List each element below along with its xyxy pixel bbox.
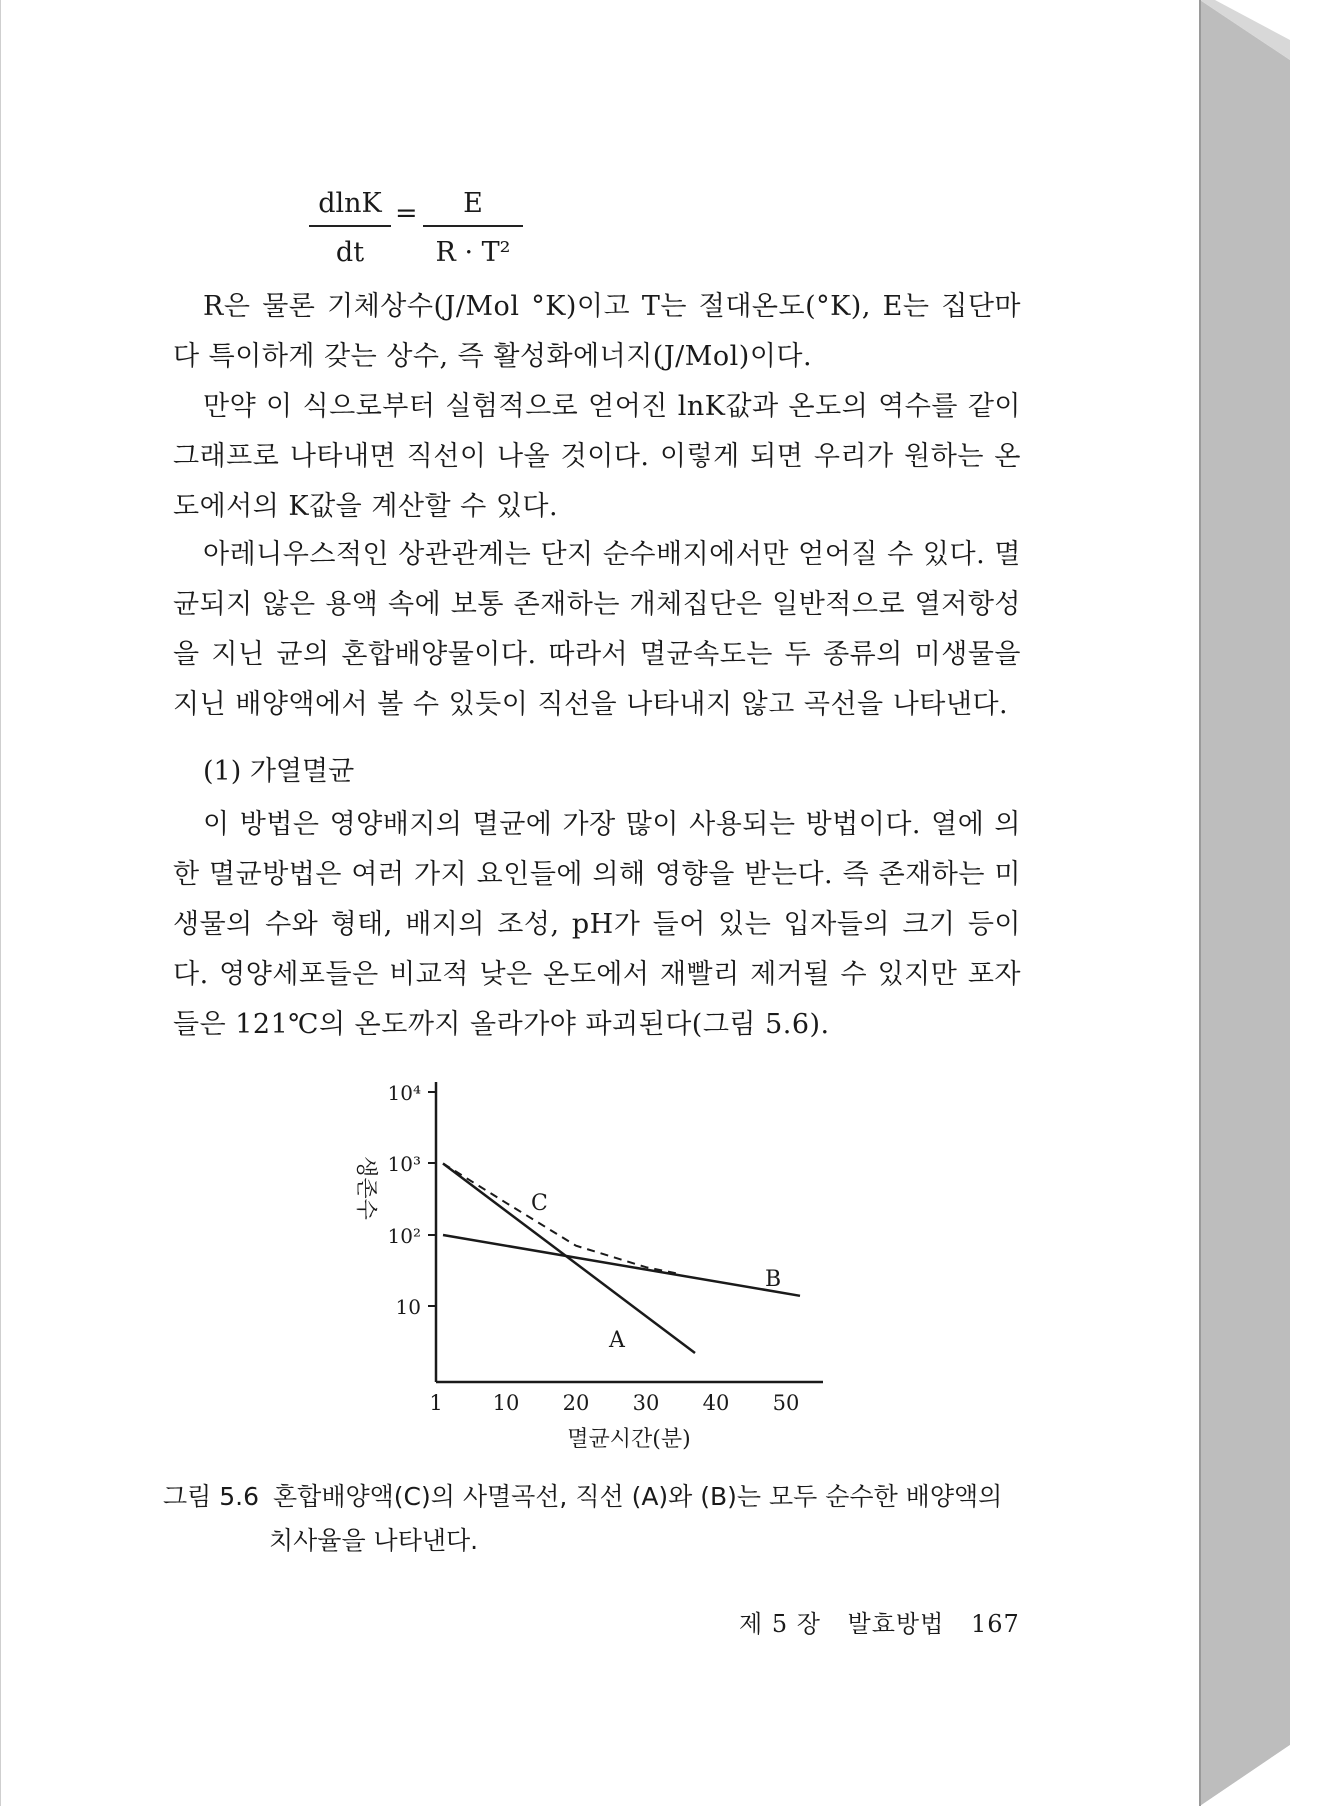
figure-caption [163,1475,1023,1563]
formula-rhs-fraction [423,188,523,268]
paragraph-lnk-graph: 만약 이 식으로부터 실험적으로 얻어진 lnK값과 온도의 역수를 같이 그래프로 나타내면 직선이 나올 것이다. 이렇게 되면 우리가 원하는 온도에서의 K값을 계산할 수 있다. [173,391,1021,522]
formula-equals: = [395,198,418,229]
book-bottom-edge [1200,1745,1290,1806]
y-tick-label: 10 [395,1295,421,1319]
series-line-a [443,1164,695,1354]
footer-chapter: 제 5 장 [739,1610,821,1638]
y-tick-label: 10² [387,1224,421,1248]
figure-caption-line-2: 치사율을 나타낸다. [269,1526,479,1555]
y-ticks [388,1081,436,1319]
footer-title: 발효방법 [847,1610,945,1638]
series-line-c [443,1164,681,1275]
formula-lhs-fraction [309,188,391,268]
series-line-b [443,1235,800,1296]
section-heading: (1) 가열멸균 [203,756,355,787]
series-label-b: B [765,1267,782,1292]
x-axis-label: 멸균시간(분) [567,1427,691,1450]
survival-chart [341,1070,841,1450]
book-top-edge [1200,0,1290,60]
page-number: 167 [970,1610,1020,1638]
paragraph-arrhenius: 아레니우스적인 상관관계는 단지 순수배지에서만 얻어질 수 있다. 멸균되지 않은 용액 속에 보통 존재하는 개체집단은 일반적으로 열저항성을 지닌 균의 혼합배양물이다. 따라서 멸균속도는 두 종류의 미생물을 지닌 배양액에서 볼 수 있듯이 직선을 나타내지 않고 곡선을 나타낸다. [173,539,1021,720]
paragraph-constants: R은 물론 기체상수(J/Mol °K)이고 T는 절대온도(°K), E는 집단마다 특이하게 갖는 상수, 즉 활성화에너지(J/Mol)이다. [173,291,1021,372]
y-axis-label: 생존수 [353,1156,378,1220]
x-tick-label: 50 [772,1391,800,1415]
x-tick-label: 40 [702,1391,730,1415]
paragraph-heat-sterilization: 이 방법은 영양배지의 멸균에 가장 많이 사용되는 방법이다. 열에 의한 멸균방법은 여러 가지 요인들에 의해 영향을 받는다. 즉 존재하는 미생물의 수와 형태, 배지의 조성, pH가 들어 있는 입자들의 크기 등이다. 영양세포들은 비교적 낮은 온도에서 재빨리 제거될 수 있지만 포자들은 121℃의 온도까지 올라가야 파괴된다(그림 5.6). [173,809,1021,1040]
series-label-a: A [609,1328,625,1353]
book-side-face [1200,0,1290,1806]
y-tick-label: 10⁴ [387,1081,421,1105]
x-tick-label: 1 [429,1391,443,1415]
x-ticks [429,1391,799,1415]
formula-rhs-denominator: R · T² [435,237,511,268]
figure-caption-line-1: 혼합배양액(C)의 사멸곡선, 직선 (A)와 (B)는 모두 순수한 배양액의 [273,1482,1003,1511]
series-label-c: C [531,1191,548,1216]
page-footer [739,1604,1038,1639]
figure-caption-label: 그림 5.6 [163,1482,260,1511]
y-tick-label: 10³ [387,1152,421,1176]
formula-lhs-numerator: dlnK [318,188,382,219]
x-tick-label: 10 [492,1391,520,1415]
x-tick-label: 20 [562,1391,590,1415]
formula-lhs-denominator: dt [335,237,365,268]
x-tick-label: 30 [632,1391,660,1415]
formula-rhs-numerator: E [463,188,483,219]
